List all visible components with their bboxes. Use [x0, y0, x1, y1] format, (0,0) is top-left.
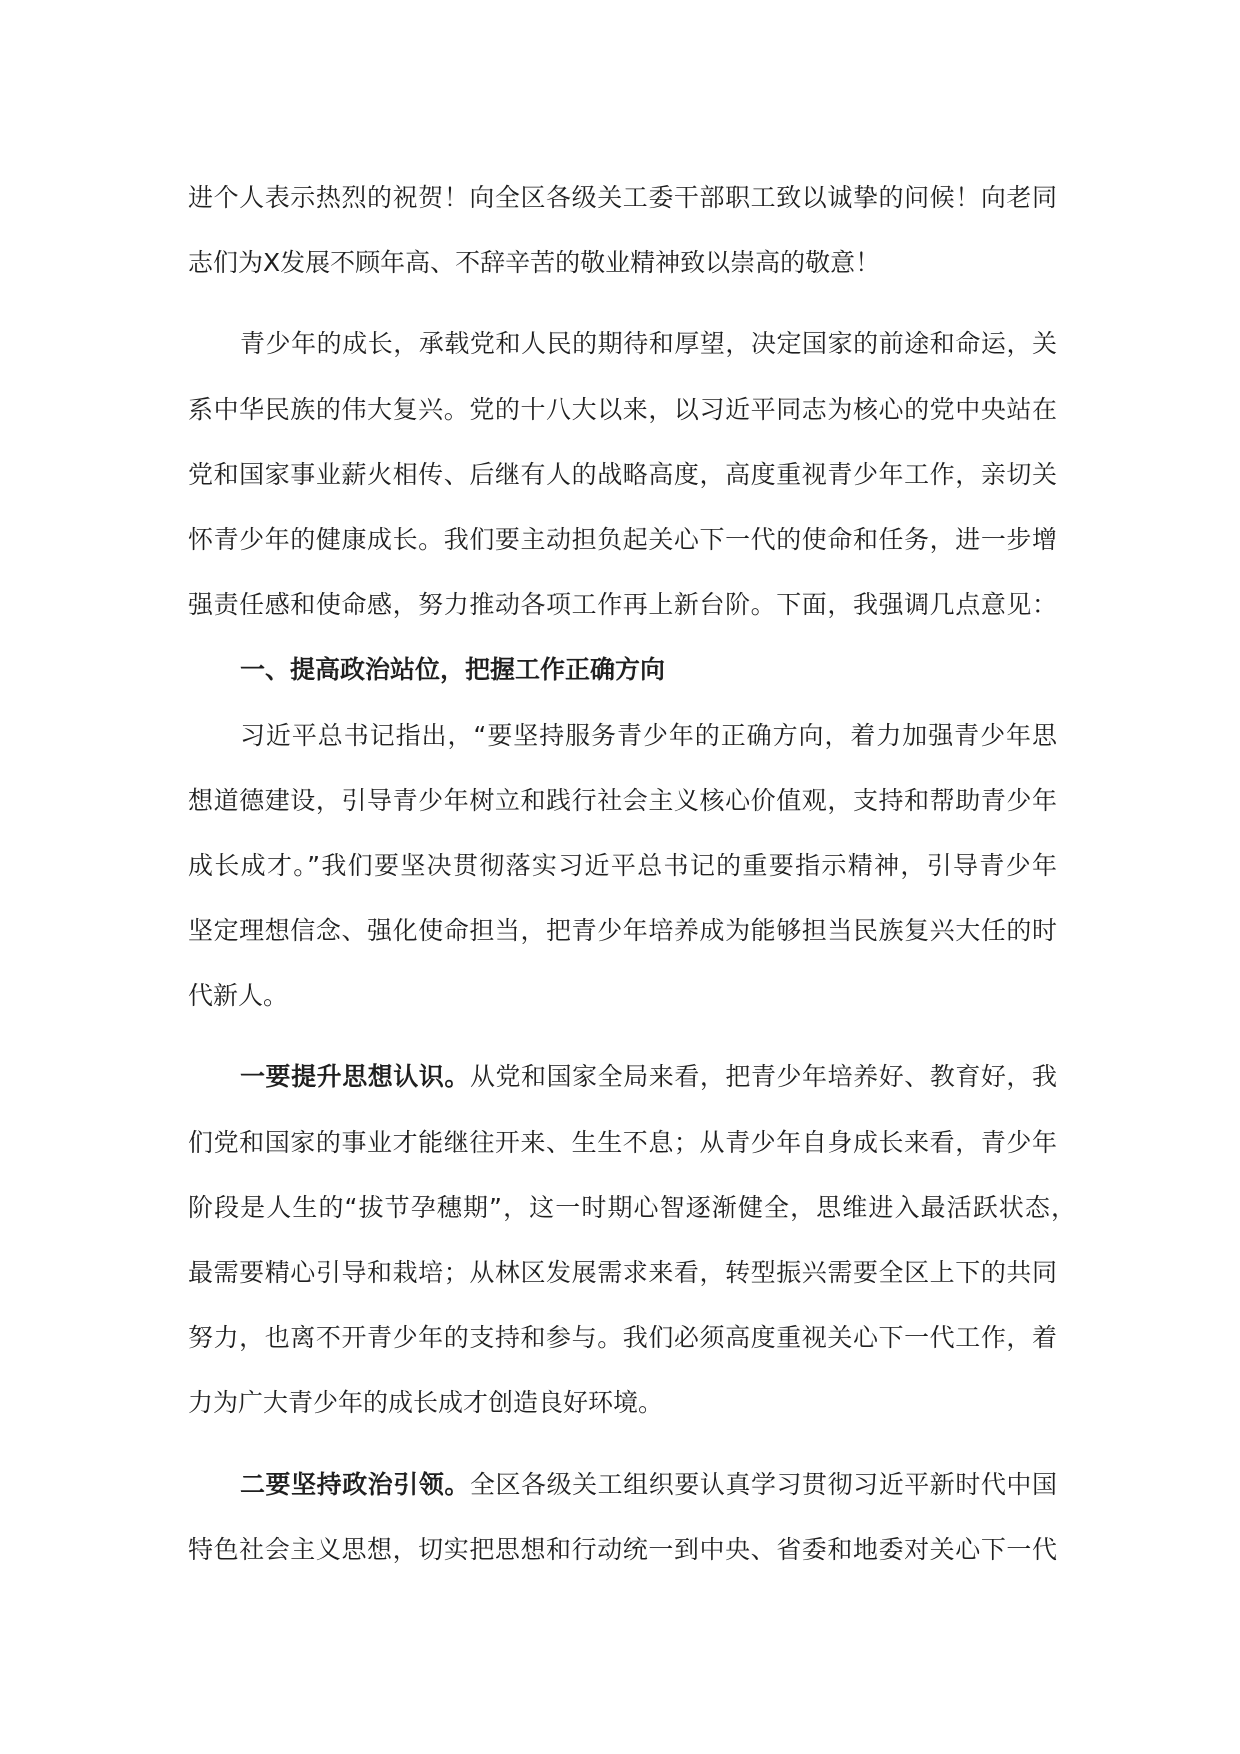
- document-body: [188, 165, 1076, 1582]
- bold-lead: 二要坚持政治引领。: [240, 1469, 470, 1499]
- paragraph: [188, 311, 1057, 637]
- text-line: 进个人表示热烈的祝贺！向全区各级关工委干部职工致以诚挚的问候！向老同: [188, 183, 1057, 212]
- text-line: 强责任感和使命感，努力推动各项工作再上新台阶。下面，我强调几点意见：: [188, 590, 1057, 620]
- bold-lead: 一要提升思想认识。: [240, 1062, 470, 1092]
- text-line: 阶段是人生的“拔节孕穗期”，这一时期心智逐渐健全，思维进入最活跃状态，: [188, 1192, 1076, 1222]
- text-line: 们党和国家的事业才能继往开来、生生不息；从青少年自身成长来看，青少年: [188, 1127, 1057, 1157]
- section-heading-text: 一、提高政治站位，把握工作正确方向: [240, 655, 666, 685]
- text-run: 从党和国家全局来看，把青少年培养好、教育好，我: [469, 1062, 1057, 1092]
- paragraph: [188, 165, 1057, 295]
- text-line: 想道德建设，引导青少年树立和践行社会主义核心价值观，支持和帮助青少年: [188, 785, 1057, 815]
- paragraph: [188, 1452, 1057, 1582]
- text-line: 特色社会主义思想，切实把思想和行动统一到中央、省委和地委对关心下一代: [188, 1534, 1057, 1564]
- text-line: 习近平总书记指出，“要坚持服务青少年的正确方向，着力加强青少年思: [240, 720, 1057, 750]
- text-line: 努力，也离不开青少年的支持和参与。我们必须高度重视关心下一代工作，着: [188, 1323, 1057, 1353]
- text-line: [188, 1452, 1057, 1517]
- text-line: 最需要精心引导和栽培；从林区发展需求来看，转型振兴需要全区上下的共同: [188, 1258, 1057, 1287]
- text-line: 志们为X发展不顾年高、不辞辛苦的敬业精神致以崇高的敬意！: [188, 248, 881, 278]
- text-line: 怀青少年的健康成长。我们要主动担负起关心下一代的使命和任务，进一步增: [188, 524, 1057, 554]
- text-line: 代新人。: [188, 981, 289, 1011]
- paragraph: [188, 703, 1057, 1029]
- text-line: 坚定理想信念、强化使命担当，把青少年培养成为能够担当民族复兴大任的时: [188, 916, 1057, 946]
- text-line: 力为广大青少年的成长成才创造良好环境。: [188, 1388, 664, 1418]
- text-line: 党和国家事业薪火相传、后继有人的战略高度，高度重视青少年工作，亲切关: [188, 459, 1057, 489]
- text-line: 成长成才。”我们要坚决贯彻落实习近平总书记的重要指示精神，引导青少年: [188, 850, 1057, 880]
- paragraph: [188, 1044, 1076, 1435]
- section-heading: [188, 637, 1057, 702]
- text-line: 青少年的成长，承载党和人民的期待和厚望，决定国家的前途和命运，关: [240, 329, 1057, 359]
- text-run: 全区各级关工组织要认真学习贯彻习近平新时代中国: [469, 1469, 1057, 1499]
- text-line: [188, 1044, 1057, 1109]
- text-line: 系中华民族的伟大复兴。党的十八大以来，以习近平同志为核心的党中央站在: [188, 394, 1057, 424]
